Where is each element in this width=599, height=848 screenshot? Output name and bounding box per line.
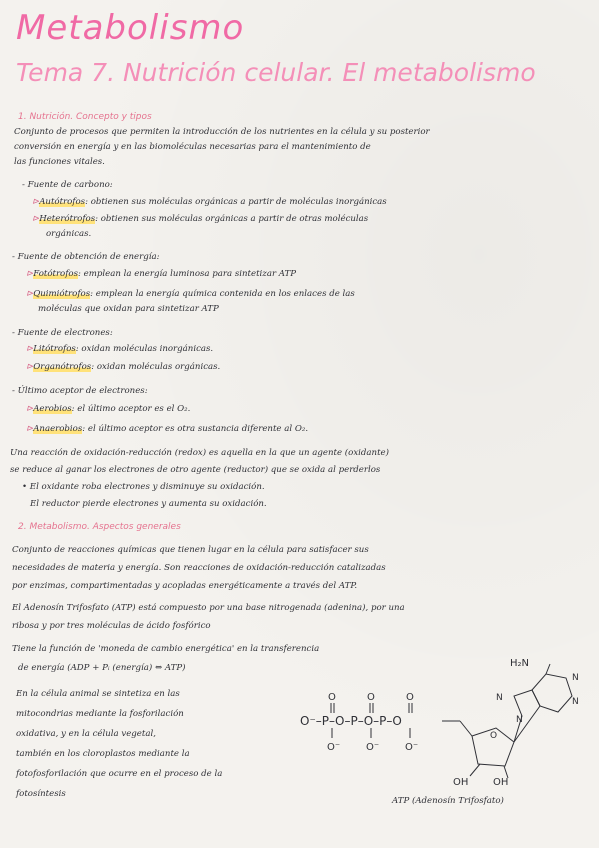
heterotrophs-continuation: orgánicas. (46, 229, 92, 239)
svg-text:O⁻: O⁻ (327, 742, 341, 753)
synthesis-line-4: también en los cloroplastos mediante la (16, 749, 190, 759)
phototrophs-term: Fotótrofos (33, 269, 78, 279)
phototrophs-item (26, 268, 296, 281)
lithotrophs-term: Litótrofos (33, 344, 76, 354)
organotrophs-text: : oxidan moléculas orgánicas. (91, 362, 221, 372)
oh-label-left: OH (453, 777, 469, 788)
redox-line-2: se reduce al ganar los electrones de otro agente (reductor) que se oxida al perderlos (10, 465, 381, 475)
phototrophs-text: : emplean la energía luminosa para sintetizar ATP (78, 269, 297, 279)
svg-text:N: N (496, 693, 503, 703)
synthesis-line-3: oxidativa, y en la célula vegetal, (16, 729, 156, 739)
electron-source-title: - Fuente de electrones: (12, 328, 113, 338)
section2-heading: 2. Metabolismo. Aspectos generales (18, 522, 181, 532)
svg-text:O: O (406, 692, 414, 703)
carbon-source-title: - Fuente de carbono: (22, 180, 113, 190)
bullet-arrow-icon: ⊳ (32, 197, 40, 207)
synthesis-line-5: fotofosforilación que ocurre en el proceso de la (16, 769, 223, 779)
section1-heading: 1. Nutrición. Concepto y tipos (18, 112, 152, 122)
metabolism-line-3: por enzimas, compartimentadas y acopladas energéticamente a través del ATP. (12, 581, 358, 591)
bullet-arrow-icon: ⊳ (26, 362, 34, 372)
svg-text:O: O (367, 692, 375, 703)
intro-line-2: conversión en energía y en las biomoléculas necesarias para el mantenimiento de (14, 142, 371, 152)
redox-line-1: Una reacción de oxidación-reducción (redox) es aquella en la que un agente (oxidante) (10, 448, 389, 458)
intro-line-1: Conjunto de procesos que permiten la introducción de los nutrientes en la célula y su posterior (14, 127, 430, 137)
svg-text:O: O (328, 692, 336, 703)
oh-label-right: OH (493, 777, 509, 788)
organotrophs-term: Organótrofos (33, 362, 92, 372)
chemotrophs-term: Quimiótrofos (33, 289, 91, 299)
energy-source-title: - Fuente de obtención de energía: (12, 252, 160, 262)
metabolism-line-1: Conjunto de reacciones químicas que tienen lugar en la célula para satisfacer sus (12, 545, 369, 555)
anaerobes-text: : el último aceptor es otra sustancia diferente al O₂. (82, 424, 309, 434)
chemotrophs-continuation: moléculas que oxidan para sintetizar ATP (38, 304, 219, 314)
lithotrophs-item (26, 343, 213, 356)
organotrophs-item (26, 361, 220, 374)
svg-text:O: O (490, 731, 498, 741)
aerobes-item (26, 403, 190, 416)
atp-caption: ATP (Adenosín Trifosfato) (392, 796, 504, 806)
synthesis-line-1: En la célula animal se sintetiza en las (16, 689, 180, 699)
metabolism-line-2: necesidades de materia y energía. Son reacciones de oxidación-reducción catalizadas (12, 563, 386, 573)
lithotrophs-text: : oxidan moléculas inorgánicas. (75, 344, 214, 354)
atp-function-line-1: Tiene la función de 'moneda de cambio energética' en la transferencia (12, 644, 320, 654)
anaerobes-term: Anaerobios (33, 424, 83, 434)
bullet-arrow-icon: ⊳ (26, 289, 34, 299)
synthesis-line-6: fotosíntesis (16, 789, 66, 799)
svg-text:N: N (572, 673, 579, 683)
electron-acceptor-title: - Último aceptor de electrones: (12, 386, 148, 396)
redox-line-4: El reductor pierde electrones y aumenta su oxidación. (30, 499, 267, 509)
svg-text:O⁻: O⁻ (366, 742, 380, 753)
nh2-label: H₂N (510, 658, 530, 669)
atp-line-1: El Adenosín Trifosfato (ATP) está compuesto por una base nitrogenada (adenina), por una (12, 603, 405, 613)
redox-line-3: • El oxidante roba electrones y disminuye su oxidación. (22, 482, 265, 492)
autotrophs-item (32, 196, 387, 209)
page-subtitle: Tema 7. Nutrición celular. El metabolismo (16, 58, 536, 87)
atp-structure-diagram (300, 658, 590, 808)
bullet-arrow-icon: ⊳ (32, 214, 40, 224)
atp-line-2: ribosa y por tres moléculas de ácido fosfórico (12, 621, 211, 631)
svg-text:N: N (572, 697, 579, 707)
svg-text:O⁻–P–O–P–O–P–O: O⁻–P–O–P–O–P–O (300, 714, 402, 728)
atp-function-line-2: de energía (ADP + Pᵢ (energía) ⇔ ATP) (18, 663, 186, 673)
autotrophs-term: Autótrofos (39, 197, 86, 207)
autotrophs-text: : obtienen sus moléculas orgánicas a partir de moléculas inorgánicas (85, 197, 387, 207)
aerobes-term: Aerobios (33, 404, 72, 414)
synthesis-line-2: mitocondrias mediante la fosforilación (16, 709, 184, 719)
page-title: Metabolismo (16, 8, 245, 48)
anaerobes-item (26, 423, 308, 436)
svg-text:N: N (516, 715, 523, 725)
bullet-arrow-icon: ⊳ (26, 404, 34, 414)
intro-line-3: las funciones vitales. (14, 157, 105, 167)
chemotrophs-text: : emplean la energía química contenida en los enlaces de las (90, 289, 355, 299)
bullet-arrow-icon: ⊳ (26, 269, 34, 279)
heterotrophs-term: Heterótrofos (39, 214, 96, 224)
bullet-arrow-icon: ⊳ (26, 424, 34, 434)
aerobes-text: : el último aceptor es el O₂. (71, 404, 191, 414)
heterotrophs-text: : obtienen sus moléculas orgánicas a partir de otras moléculas (95, 214, 369, 224)
chemotrophs-item (26, 288, 355, 301)
heterotrophs-item (32, 213, 368, 226)
bullet-arrow-icon: ⊳ (26, 344, 34, 354)
svg-text:O⁻: O⁻ (405, 742, 419, 753)
